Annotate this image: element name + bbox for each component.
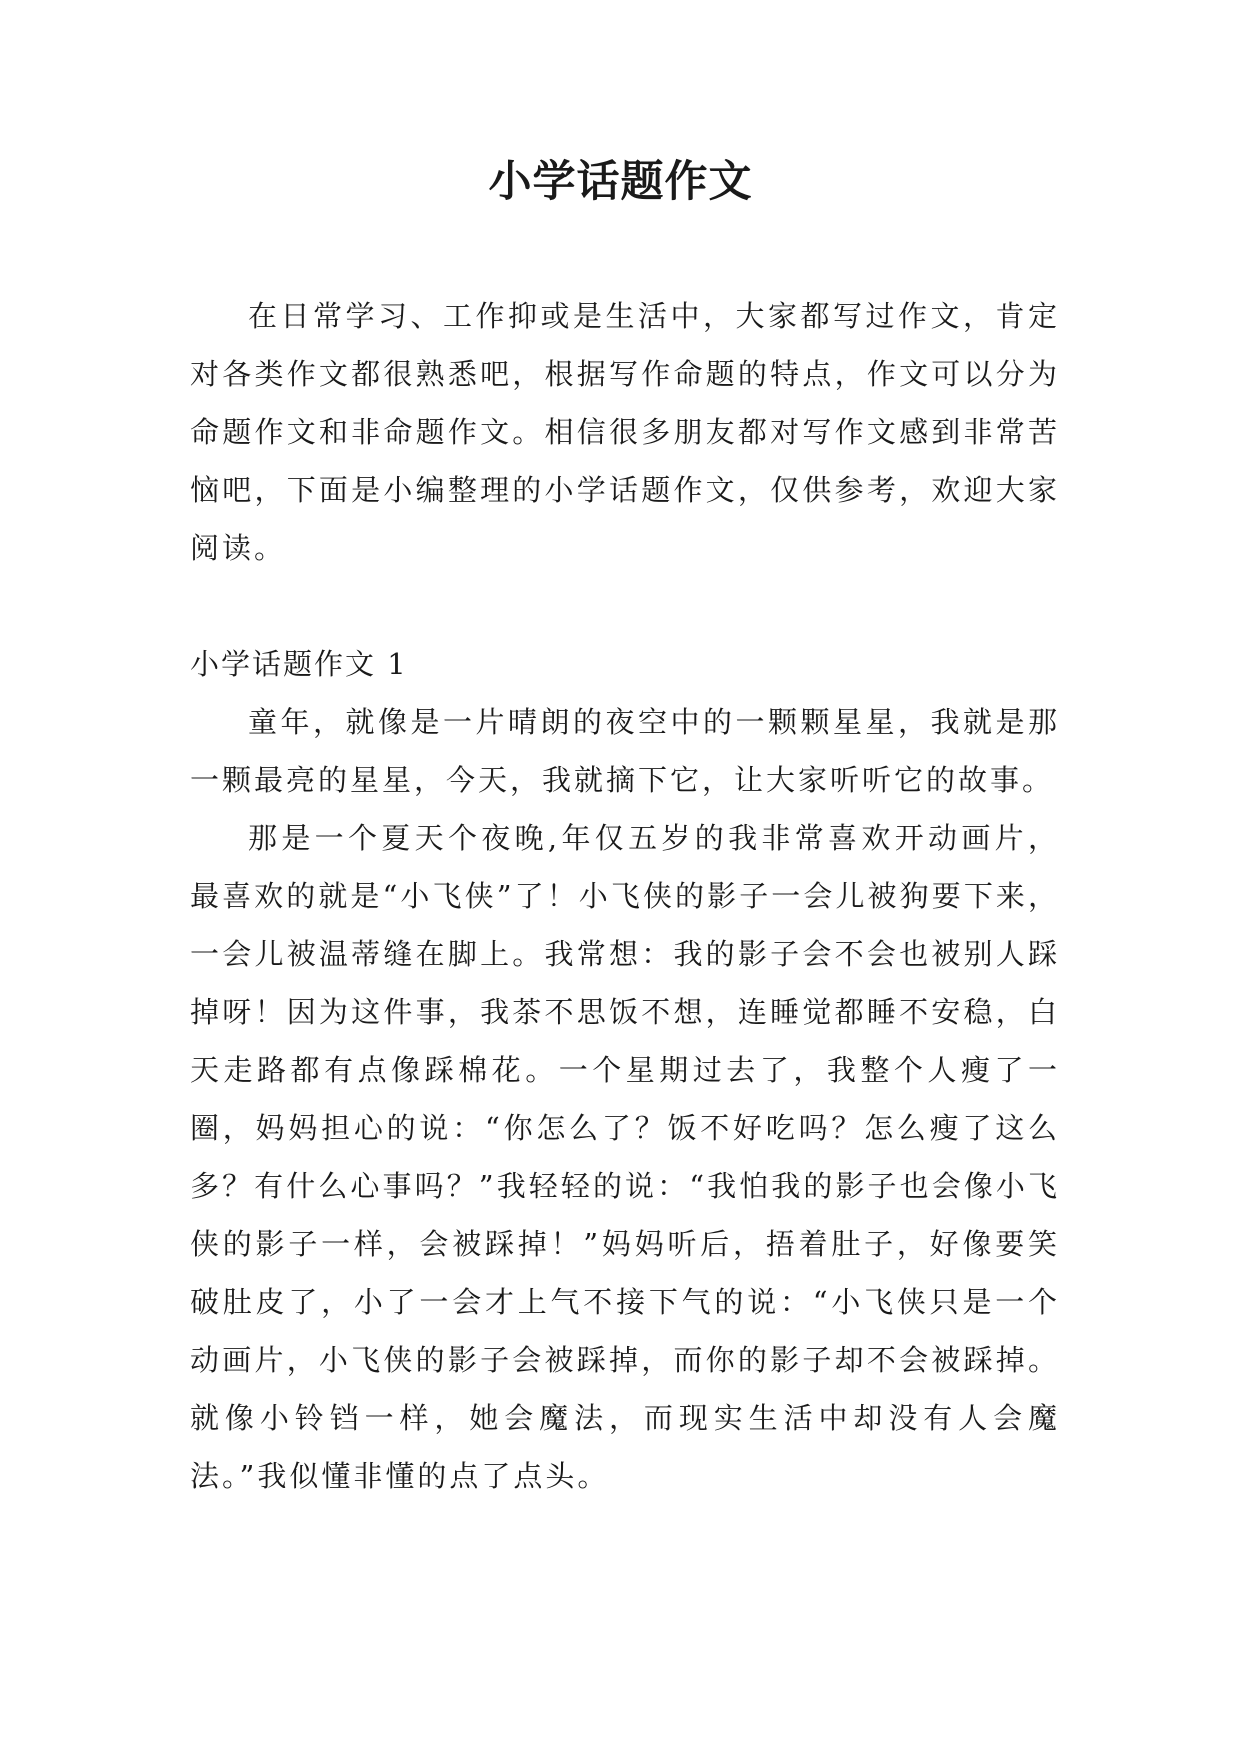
document-title: 小学话题作文 (488, 157, 753, 207)
body-paragraph: 那是一个夏天个夜晚,年仅五岁的我非常喜欢开动画片，最喜欢的就是“小飞侠”了！小飞侠的影子一会儿被狗要下来，一会儿被温蒂缝在脚上。我常想：我的影子会不会也被别人踩掉呀！因为这件事，我茶不思饭不想，连睡觉都睡不安稳，白天走路都有点像踩棉花。一个星期过去了，我整个人瘦了一圈，妈妈担心的说：“你怎么了？饭不好吃吗？怎么瘦了这么多？有什么心事吗？”我轻轻的说：“我怕我的影子也会像小飞侠的影子一样，会被踩掉！”妈妈听后，捂着肚子，好像要笑破肚皮了，小了一会才上气不接下气的说：“小飞侠只是一个动画片，小飞侠的影子会被踩掉，而你的影子却不会被踩掉。就像小铃铛一样，她会魔法，而现实生活中却没有人会魔法。”我似懂非懂的点了点头。 (190, 821, 1060, 1493)
essay-section (190, 635, 1060, 1505)
document-body (190, 287, 1060, 1505)
body-paragraph: 童年，就像是一片晴朗的夜空中的一颗颗星星，我就是那一颗最亮的星星，今天，我就摘下它，让大家听听它的故事。 (190, 705, 1060, 797)
section-heading: 小学话题作文 1 (190, 647, 408, 681)
intro-paragraph: 在日常学习、工作抑或是生活中，大家都写过作文，肯定对各类作文都很熟悉吧，根据写作命题的特点，作文可以分为命题作文和非命题作文。相信很多朋友都对写作文感到非常苦恼吧，下面是小编整理的小学话题作文，仅供参考，欢迎大家阅读。 (190, 299, 1060, 565)
